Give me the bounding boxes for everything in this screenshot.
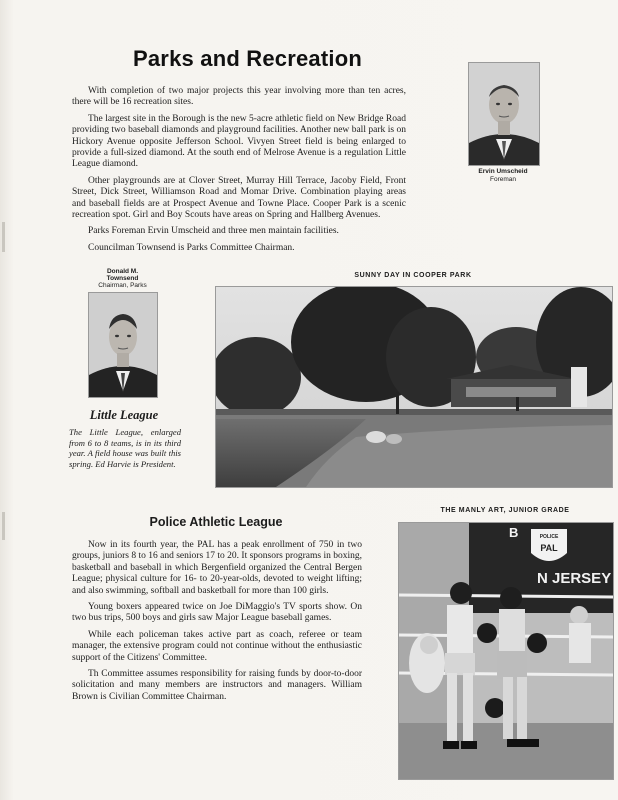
portrait-umscheid-role: Foreman	[489, 176, 516, 183]
portrait-townsend-role: Chairman, Parks	[98, 282, 147, 289]
portrait-umscheid-photo	[468, 62, 540, 166]
boxing-photo-caption: THE MANLY ART, JUNIOR GRADE	[440, 507, 570, 514]
portrait-umscheid-image	[469, 63, 539, 165]
intro-paragraph: Other playgrounds are at Clover Street, Murray Hill Terrace, Jacoby Field, Front Street, Dick Street, Williamson Road and Momar Drive. Combination playing areas and baseball fields are at Prospect Avenue and Towne Place. Cooper Park is a scenic recreation spot. Girl and Boy Scouts have areas on Spring and Hallberg Avenues.	[72, 175, 406, 221]
intro-paragraph: With completion of two major projects this year involving more than ten acres, there will be 16 recreation sites.	[72, 86, 406, 108]
portrait-townsend-photo	[88, 292, 158, 398]
portrait-townsend-name-line1: Donald M.	[106, 268, 139, 275]
pal-heading: Police Athletic League	[149, 515, 283, 529]
portrait-umscheid-name: Ervin Umscheid	[478, 168, 528, 175]
page-title: Parks and Recreation	[133, 46, 362, 71]
pal-paragraph: Young boxers appeared twice on Joe DiMaggio's TV sports show. On two bus trips, 500 boys and girls saw Major League baseball games.	[72, 602, 362, 624]
park-photo-caption: SUNNY DAY IN COOPER PARK	[354, 272, 472, 279]
boxing-photo	[398, 522, 614, 780]
boxing-image	[399, 523, 613, 779]
badge-text: PAL	[540, 543, 558, 553]
pal-paragraph: Now in its fourth year, the PAL has a peak enrollment of 750 in two groups, juniors 8 to 16 and seniors 17 to 20. It sponsors programs in boxing, basketball and baseball in which Bergenfield organized the Central Bergen League; physical culture for 16- to 20-year-olds, devoted to weight lifting; and also swimming, softball and basketball for more than 100 girls.	[72, 540, 363, 596]
cooper-park-photo	[215, 286, 613, 488]
intro-text	[72, 86, 406, 259]
intro-paragraph: The largest site in the Borough is the new 5-acre athletic field on New Bridge Road providing two baseball diamonds and playground facilities. Another new ball park is on Hickory Avenue opposite Jefferson School. Vivyen Street field is being enlarged to provide a full-sized diamond. At the south end of Melrose Avenue is a regulation Little League diamond.	[72, 113, 406, 170]
cooper-park-image	[216, 287, 612, 487]
portrait-townsend-image	[89, 293, 157, 397]
intro-paragraph: Parks Foreman Ervin Umscheid and three men maintain facilities.	[88, 226, 339, 237]
intro-paragraph: Councilman Townsend is Parks Committee Chairman.	[88, 242, 295, 253]
banner-text: N JERSEY	[537, 570, 612, 587]
little-league-heading: Little League	[89, 408, 159, 422]
portrait-townsend-name-line2: Townsend	[106, 275, 139, 282]
pal-text	[72, 540, 362, 708]
binding-mark	[2, 512, 5, 540]
pal-paragraph: Th Committee assumes responsibility for raising funds by door-to-door solicitation and many members are instructors and managers. William Brown is Civilian Committee Chairman.	[72, 669, 362, 702]
banner-top-letter: B	[509, 525, 519, 540]
pal-paragraph: While each policeman takes active part as coach, referee or team manager, the extensive program could not continue without the enthusiastic support of the Citizens' Committee.	[72, 629, 362, 663]
badge-top-text: POLICE	[539, 534, 559, 540]
binding-mark	[2, 222, 5, 252]
little-league-text: The Little League, enlarged from 6 to 8 teams, is in its third year. A field house was built this spring. Ed Harvie is President.	[69, 427, 181, 469]
